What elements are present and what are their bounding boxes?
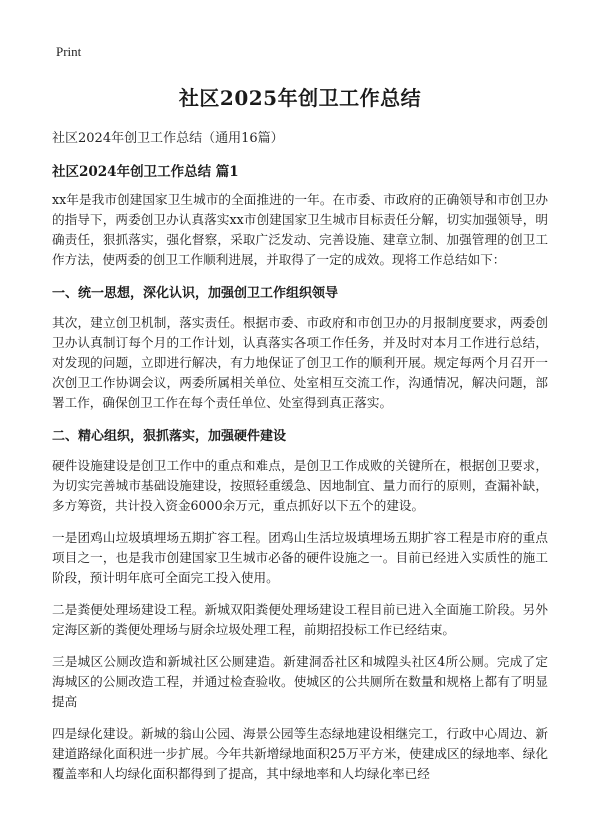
document-subtitle: 社区2024年创卫工作总结（通用16篇） <box>52 131 284 146</box>
paragraph-6: 四是绿化建设。新城的翁山公园、海景公园等生态绿地建设相继完工，行政中心周边、新建道路绿化面积进一步扩展。今年共新增绿地面积25万平方米，使建成区的绿地率、绿化覆盖率和人均绿化面积都得到了提高，其中绿地率和人均绿化率已经 <box>52 726 548 781</box>
page-title: 社区2025年创卫工作总结 <box>178 86 422 110</box>
paragraph-3: 一是团鸡山垃圾填埋场五期扩容工程。团鸡山生活垃圾填埋场五期扩容工程是市府的重点项目之一，也是我市创建国家卫生城市必备的硬件设施之一。目前已经进入实质性的施工阶段，预计明年底可全面完工投入使用。 <box>52 530 548 585</box>
section-title: 社区2024年创卫工作总结 篇1 <box>52 164 239 180</box>
paragraph-1: 其次，建立创卫机制，落实责任。根据市委、市政府和市创卫办的月报制度要求，两委创卫办认真制订每个月的工作计划，认真落实各项工作任务，并及时对本月工作进行总结，对发现的问题，立即进行解决，有力地保证了创卫工作的顺利开展。规定每两个月召开一次创卫工作协调会议，两委所属相关单位、处室相互交流工作，沟通情况，解决问题，部署工作，确保创卫工作在每个责任单位、处室得到真正落实。 <box>52 315 548 410</box>
paragraph-5: 三是城区公厕改造和新城社区公厕建造。新建洞岙社区和城隍头社区4所公厕。完成了定海城区的公厕改造工程，并通过检查验收。使城区的公共厕所在数量和规格上都有了明显提高 <box>52 654 548 709</box>
intro-paragraph: xx年是我市创建国家卫生城市的全面推进的一年。在市委、市政府的正确领导和市创卫办的指导下，两委创卫办认真落实xx市创建国家卫生城市目标责任分解，切实加强领导，明确责任，狠抓落实，强化督察，采取广泛发动、完善设施、建章立制、加强管理的创卫工作方法，使两委的创卫工作顺利进展，并取得了一定的成效。现将工作总结如下： <box>52 192 548 267</box>
heading-2: 二、精心组织，狠抓落实，加强硬件建设 <box>52 429 287 444</box>
print-link[interactable]: Print <box>56 44 82 59</box>
paragraph-4: 二是粪便处理场建设工程。新城双阳粪便处理场建设工程目前已进入全面施工阶段。另外定海区新的粪便处理场与厨余垃圾处理工程，前期招投标工作已经结束。 <box>52 602 548 637</box>
heading-1: 一、统一思想，深化认识，加强创卫工作组织领导 <box>52 286 339 301</box>
paragraph-2: 硬件设施建设是创卫工作中的重点和难点，是创卫工作成败的关键所在，根据创卫要求，为切实完善城市基础设施建设，按照轻重缓急、因地制宜、量力而行的原则，查漏补缺，多方筹资，共计投入资金6000余万元，重点抓好以下五个的建设。 <box>52 458 548 513</box>
